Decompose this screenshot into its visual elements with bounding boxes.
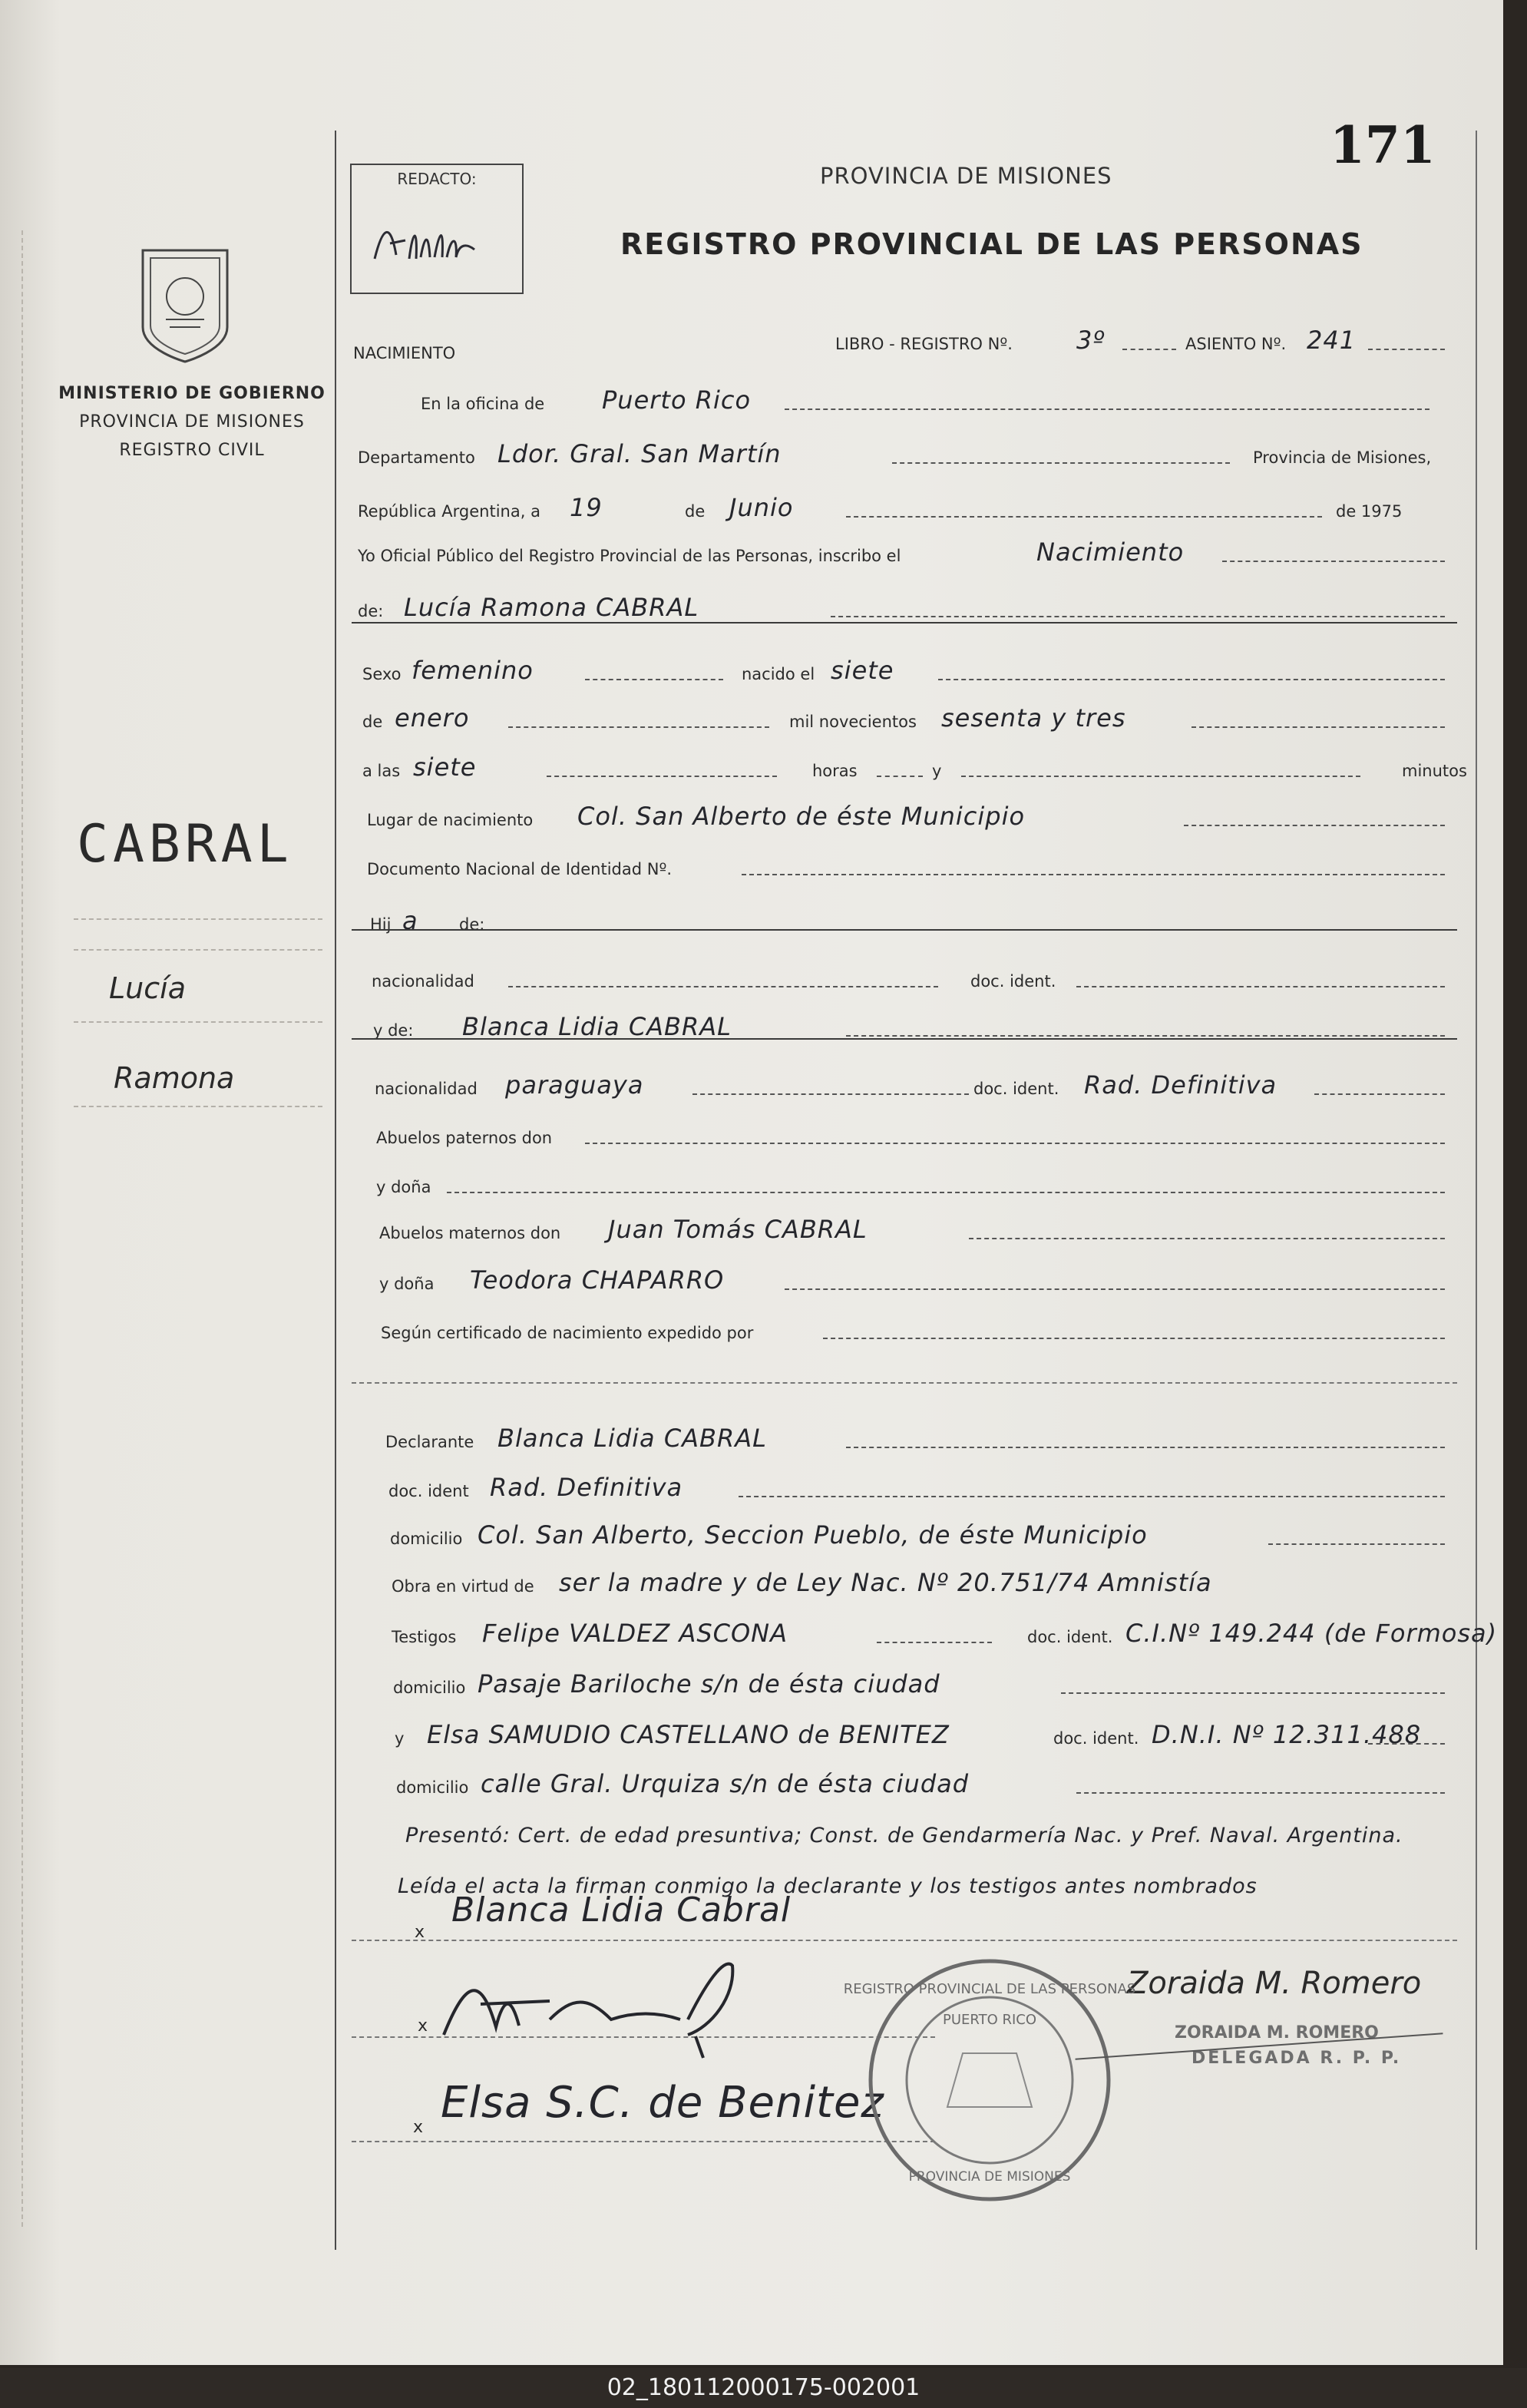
mes-nac-value: enero xyxy=(395,703,470,733)
margin-first-name: Lucía xyxy=(109,971,186,1005)
fill-dash xyxy=(508,726,769,729)
abuelos-mat-row xyxy=(355,1204,1453,1250)
nombre-inscripto: Lucía Ramona CABRAL xyxy=(404,593,699,622)
fill-dash xyxy=(961,776,1360,779)
y-dona2-label: y doña xyxy=(379,1275,435,1293)
doc-ident5-label: doc. ident. xyxy=(1053,1729,1139,1748)
declarante-row xyxy=(355,1413,1453,1459)
hij-row xyxy=(355,895,1453,941)
madre-value: Blanca Lidia CABRAL xyxy=(462,1012,732,1041)
fill-dash xyxy=(447,1192,1445,1195)
witness1-signature-icon xyxy=(435,1950,757,2066)
oficina-row xyxy=(355,375,1453,421)
horas-label: horas xyxy=(812,762,858,780)
sexo-row xyxy=(355,645,1453,691)
domicilio-row xyxy=(355,1510,1453,1556)
fill-dash xyxy=(508,986,938,989)
ministry-registry: REGISTRO CIVIL xyxy=(119,441,265,460)
departamento-row xyxy=(355,428,1453,475)
nacido-value: siete xyxy=(831,656,894,685)
testigo1-row xyxy=(355,1608,1498,1654)
hora-row xyxy=(355,742,1467,788)
de2-label: de xyxy=(362,713,383,731)
fill-dash xyxy=(846,1447,1445,1450)
seal-text-mid: PUERTO RICO xyxy=(942,2012,1037,2028)
testigos-label: Testigos xyxy=(392,1628,457,1646)
provincia-label: Provincia de Misiones, xyxy=(1253,448,1432,467)
folio-number: 171 xyxy=(1330,115,1436,175)
heavy-rule xyxy=(352,1038,1457,1040)
hora-value: siete xyxy=(413,752,477,782)
fill-dash xyxy=(823,1338,1445,1341)
registry-title: REGISTRO PROVINCIAL DE LAS PERSONAS xyxy=(620,227,1363,261)
doc-ident2-value: Rad. Definitiva xyxy=(1084,1070,1277,1100)
lugar-row xyxy=(355,791,1453,837)
nacido-label: nacido el xyxy=(742,665,815,683)
madre-row xyxy=(355,1001,1453,1047)
heavy-rule xyxy=(352,929,1457,931)
fill-dash xyxy=(1314,1093,1445,1096)
abuelo-mat-value: Juan Tomás CABRAL xyxy=(608,1215,868,1244)
fill-dash xyxy=(938,679,1445,682)
obra-row xyxy=(355,1557,1453,1603)
departamento-label: Departamento xyxy=(358,448,475,467)
hij-de-label: de: xyxy=(459,915,485,934)
libro-row xyxy=(355,315,1453,361)
asiento-label: ASIENTO Nº. xyxy=(1185,335,1287,353)
nacionalidad2-label: nacionalidad xyxy=(375,1080,478,1098)
y2-label: y xyxy=(395,1729,405,1748)
provincial-seal-icon xyxy=(135,243,235,366)
lugar-label: Lugar de nacimiento xyxy=(367,811,534,829)
official-stamp-block xyxy=(1175,2023,1401,2068)
seal-text-top: REGISTRO PROVINCIAL DE LAS PERSONAS xyxy=(843,1981,1136,1997)
doc-ident3-row xyxy=(355,1462,1453,1508)
ministry-name: MINISTERIO DE GOBIERNO xyxy=(58,384,326,403)
fill-dash xyxy=(831,616,1445,619)
fill-dash xyxy=(547,776,777,779)
nacionalidad2-value: paraguaya xyxy=(505,1070,644,1100)
margin-second-name: Ramona xyxy=(114,1061,235,1095)
doc-ident2-label: doc. ident. xyxy=(973,1080,1059,1098)
certificado-row xyxy=(355,1304,1453,1350)
dni-row xyxy=(355,840,1453,886)
declarante-value: Blanca Lidia CABRAL xyxy=(497,1424,767,1453)
fill-dash xyxy=(1061,1692,1445,1695)
oficina-label: En la oficina de xyxy=(421,395,545,413)
abuela-pat-row xyxy=(355,1158,1453,1204)
testigo2-value: Elsa SAMUDIO CASTELLANO de BENITEZ xyxy=(427,1720,950,1749)
libro-value: 3º xyxy=(1076,326,1106,355)
presento-value: Presentó: Cert. de edad presuntiva; Const. de Gendarmería Nac. y Pref. Naval. Argentina. xyxy=(405,1824,1403,1847)
fill-dash xyxy=(742,874,1445,877)
obra-value: ser la madre y de Ley Nac. Nº 20.751/74 Amnistía xyxy=(559,1568,1212,1597)
abuela-mat-value: Teodora CHAPARRO xyxy=(470,1265,725,1295)
redacto-box xyxy=(350,164,524,294)
heavy-rule xyxy=(352,622,1457,624)
margin-rule-line xyxy=(74,1106,322,1107)
hij-value: a xyxy=(402,906,418,935)
fill-dash xyxy=(877,776,923,779)
fill-dash xyxy=(1184,825,1445,828)
registry-round-seal-icon xyxy=(843,1953,1136,2207)
mes-nac-row xyxy=(355,693,1453,739)
fill-dash xyxy=(585,1143,1445,1146)
fill-dash xyxy=(1368,1743,1445,1746)
witness2-signature: Elsa S.C. de Benitez xyxy=(441,2078,884,2128)
redacto-signature-icon xyxy=(367,213,505,274)
redacto-label: REDACTO: xyxy=(397,170,477,188)
official-signature: Zoraida M. Romero xyxy=(1127,1966,1422,2001)
testigo1-value: Felipe VALDEZ ASCONA xyxy=(482,1619,788,1648)
obra-label: Obra en virtud de xyxy=(392,1577,534,1596)
fill-dash xyxy=(785,1288,1445,1292)
fecha-row xyxy=(355,482,1453,528)
ministry-province: PROVINCIA DE MISIONES xyxy=(79,412,305,432)
mil-label: mil novecientos xyxy=(789,713,917,731)
fill-dash xyxy=(1368,349,1445,352)
sexo-label: Sexo xyxy=(362,665,402,683)
margin-rule-line xyxy=(74,1021,322,1023)
seal-text-bottom: PROVINCIA DE MISIONES xyxy=(908,2169,1071,2185)
fill-dash xyxy=(1122,349,1176,352)
nacionalidad2-row xyxy=(355,1060,1453,1106)
right-margin-rule xyxy=(1476,131,1477,2250)
lugar-value: Col. San Alberto de éste Municipio xyxy=(577,802,1026,831)
image-caption: 02_180112000175-002001 xyxy=(607,2374,920,2401)
asiento-value: 241 xyxy=(1307,326,1357,355)
fill-dash xyxy=(785,408,1429,412)
declarante-label: Declarante xyxy=(385,1433,474,1451)
fill-dash xyxy=(585,679,723,682)
rule-line xyxy=(352,2141,935,2142)
section-label: NACIMIENTO xyxy=(353,344,456,362)
signature-mark: x xyxy=(415,1923,425,1942)
fill-dash xyxy=(1076,1792,1445,1795)
mes-label: de xyxy=(685,502,706,521)
minutos-label: minutos xyxy=(1402,762,1467,780)
doc-ident3-value: Rad. Definitiva xyxy=(490,1473,683,1502)
republica-label: República Argentina, a xyxy=(358,502,540,521)
official-stamp-title: DELEGADA R. P. P. xyxy=(1192,2049,1402,2068)
fill-dash xyxy=(692,1093,969,1096)
doc-ident3-label: doc. ident xyxy=(388,1482,469,1500)
y-label: y xyxy=(932,762,942,780)
alas-label: a las xyxy=(362,762,401,780)
binding-edge xyxy=(21,230,31,2227)
fill-dash xyxy=(1268,1543,1445,1546)
margin-rule-line xyxy=(74,949,322,951)
declarante-signature: Blanca Lidia Cabral xyxy=(451,1890,792,1930)
dni-label: Documento Nacional de Identidad Nº. xyxy=(367,860,673,878)
de-label: de: xyxy=(358,602,384,620)
domicilio-value: Col. San Alberto, Seccion Pueblo, de éste Municipio xyxy=(478,1520,1148,1550)
y-de-label: y de: xyxy=(373,1021,414,1040)
fill-dash xyxy=(892,462,1230,465)
nombre-row xyxy=(355,582,1453,628)
official-stamp-name: ZORAIDA M. ROMERO xyxy=(1175,2023,1379,2043)
margin-surname: CABRAL xyxy=(77,814,293,875)
doc-ident4-label: doc. ident. xyxy=(1027,1628,1113,1646)
leida-value: Leída el acta la firman conmigo la declarante y los testigos antes nombrados xyxy=(398,1874,1258,1898)
oficial-value: Nacimiento xyxy=(1036,538,1185,567)
abuelos-pat-row xyxy=(355,1109,1453,1155)
fill-dash xyxy=(1192,726,1445,729)
anio-nac-value: sesenta y tres xyxy=(941,703,1126,733)
testigo2-row xyxy=(355,1709,1453,1755)
fill-dash xyxy=(846,516,1322,519)
hij-label: Hij xyxy=(370,915,392,934)
domicilio-label: domicilio xyxy=(390,1530,463,1548)
signature-mark: x xyxy=(418,2016,428,2036)
dia-value: 19 xyxy=(570,493,603,522)
domicilio3-row xyxy=(355,1758,1453,1804)
nacionalidad-row xyxy=(355,952,1453,998)
abuela-mat-row xyxy=(355,1255,1453,1301)
certificado-label: Según certificado de nacimiento expedido por xyxy=(381,1324,754,1342)
domicilio2-value: Pasaje Bariloche s/n de ésta ciudad xyxy=(478,1669,940,1698)
domicilio2-label: domicilio xyxy=(393,1679,466,1697)
doc-ident5-value: D.N.I. Nº 12.311.488 xyxy=(1152,1720,1422,1749)
doc-ident4-value: C.I.Nº 149.244 (de Formosa) xyxy=(1125,1619,1498,1648)
rule-line xyxy=(352,1940,1457,1941)
mes-value: Junio xyxy=(729,493,794,522)
anio-label: de 1975 xyxy=(1336,502,1403,521)
sexo-value: femenino xyxy=(411,656,534,685)
libro-label: LIBRO - REGISTRO Nº. xyxy=(835,335,1013,353)
oficial-row xyxy=(355,527,1453,573)
rule-line xyxy=(352,1382,1457,1384)
domicilio3-value: calle Gral. Urquiza s/n de ésta ciudad xyxy=(481,1769,970,1798)
margin-rule-line xyxy=(74,918,322,920)
fill-dash xyxy=(969,1238,1445,1241)
nacionalidad-label: nacionalidad xyxy=(372,972,474,991)
signature-mark: x xyxy=(413,2118,424,2137)
oficina-value: Puerto Rico xyxy=(602,385,752,415)
domicilio2-row xyxy=(355,1659,1453,1705)
fill-dash xyxy=(739,1496,1445,1499)
oficial-label: Yo Oficial Público del Registro Provincial de las Personas, inscribo el xyxy=(358,547,901,565)
fill-dash xyxy=(1076,986,1445,989)
y-dona-label: y doña xyxy=(376,1178,431,1196)
fill-dash xyxy=(877,1642,992,1645)
ministry-block xyxy=(46,384,338,460)
domicilio3-label: domicilio xyxy=(396,1778,469,1797)
presento-row xyxy=(355,1808,1453,1854)
fill-dash xyxy=(1222,561,1445,564)
abuelos-mat-label: Abuelos maternos don xyxy=(379,1224,561,1242)
abuelos-pat-label: Abuelos paternos don xyxy=(376,1129,553,1147)
province-header: PROVINCIA DE MISIONES xyxy=(820,163,1112,189)
departamento-value: Ldor. Gral. San Martín xyxy=(497,439,782,468)
doc-ident-label: doc. ident. xyxy=(970,972,1056,991)
